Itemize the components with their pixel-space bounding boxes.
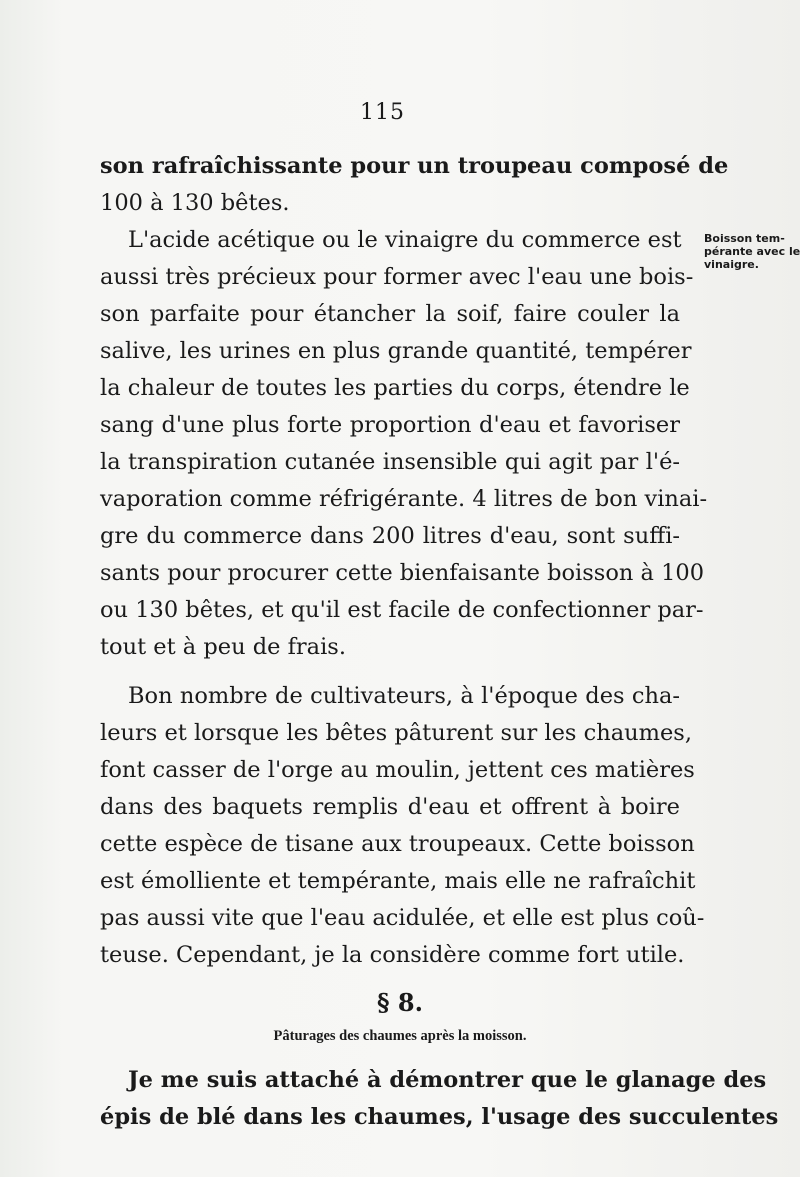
text-line: leurs et lorsque les bêtes pâturent sur les chaumes, xyxy=(100,720,692,746)
margin-note-line: pérante avec le xyxy=(704,245,800,258)
text-line: la chaleur de toutes les parties du corps, étendre le xyxy=(100,375,690,401)
text-line: épis de blé dans les chaumes, l'usage des succulentes xyxy=(100,1104,779,1130)
section-number: § 8. xyxy=(377,988,423,1017)
text-line: sants pour procurer cette bienfaisante boisson à 100 xyxy=(100,560,705,586)
text-line: teuse. Cependant, je la considère comme fort utile. xyxy=(100,942,685,968)
section-title: Pâturages des chaumes après la moisson. xyxy=(273,1028,527,1044)
text-line: aussi très précieux pour former avec l'eau une bois- xyxy=(100,264,694,290)
text-line: gre du commerce dans 200 litres d'eau, sont suffi- xyxy=(100,523,680,549)
text-line: est émolliente et tempérante, mais elle ne rafraîchit xyxy=(100,868,696,894)
text-line: L'acide acétique ou le vinaigre du commerce est xyxy=(128,227,682,253)
paragraph-vinegar xyxy=(100,222,708,666)
page-number: 115 xyxy=(360,100,405,125)
text-line: Je me suis attaché à démontrer que le glanage des xyxy=(128,1067,767,1093)
text-line: cette espèce de tisane aux troupeaux. Cette boisson xyxy=(100,831,695,857)
text-line: salive, les urines en plus grande quantité, tempérer xyxy=(100,338,692,364)
paragraph-gleaning xyxy=(100,1062,779,1136)
text-line: son parfaite pour étancher la soif, faire couler la xyxy=(100,301,680,327)
text-line: Bon nombre de cultivateurs, à l'époque des cha- xyxy=(128,683,680,709)
text-line: dans des baquets remplis d'eau et offrent à boire xyxy=(100,794,680,820)
paragraph-continuation xyxy=(100,148,729,222)
text-line: sang d'une plus forte proportion d'eau et favoriser xyxy=(100,412,680,438)
text-line: la transpiration cutanée insensible qui agit par l'é- xyxy=(100,449,680,475)
text-line: font casser de l'orge au moulin, jettent ces matières xyxy=(100,757,695,783)
paragraph-barley xyxy=(100,678,705,974)
text-line: ou 130 bêtes, et qu'il est facile de confectionner par- xyxy=(100,597,704,623)
margin-note xyxy=(704,232,800,271)
text-line: son rafraîchissante pour un troupeau composé de xyxy=(100,153,729,179)
text-line: vaporation comme réfrigérante. 4 litres de bon vinai- xyxy=(100,486,708,512)
text-line: tout et à peu de frais. xyxy=(100,634,346,660)
margin-note-line: Boisson tem- xyxy=(704,232,785,245)
text-line: 100 à 130 bêtes. xyxy=(100,190,290,216)
text-line: pas aussi vite que l'eau acidulée, et elle est plus coû- xyxy=(100,905,705,931)
margin-note-line: vinaigre. xyxy=(704,258,759,271)
